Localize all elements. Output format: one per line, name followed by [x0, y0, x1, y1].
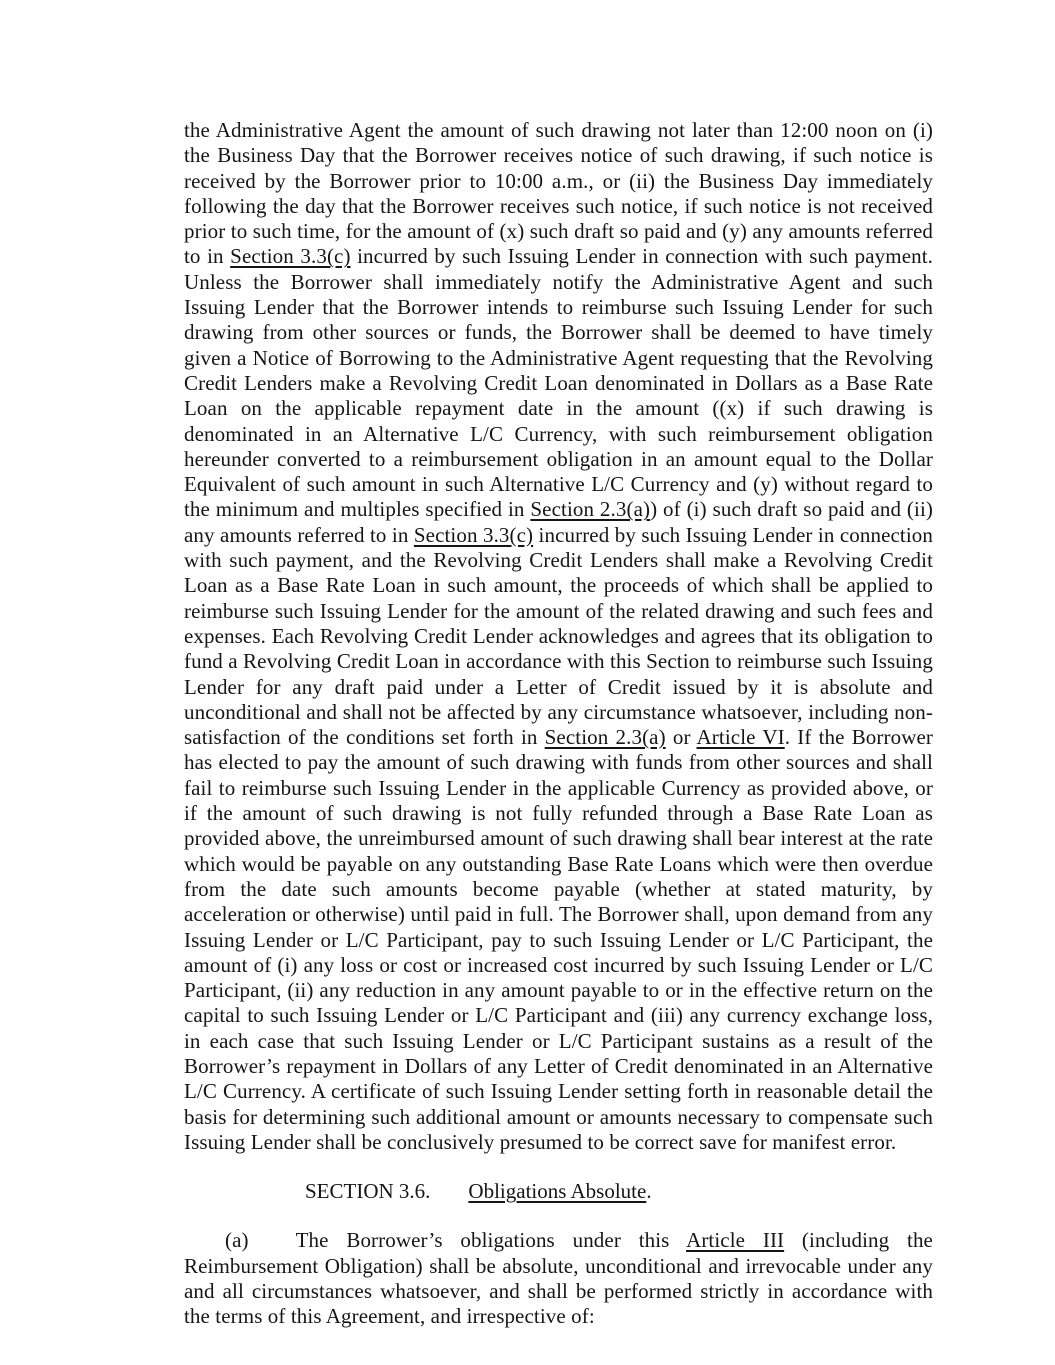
text-run: the Administrative Agent the amount of such drawing not later than 12:00 noon on (i) the Business Day that the Borrower receives notice of such drawing, if such notice is received by the Borrower prior to 10:00 a.m., or (ii) the Business Day immediately following the day that the Borrower receives such notice, if such notice is not received prior to such time, for the amount of (x) such draft so paid and (y) any amounts referred to in [184, 118, 933, 269]
text-run: The Borrower’s obligations under this [295, 1228, 687, 1253]
xref-section-3-3c: Section 3.3(c) [230, 244, 351, 269]
paragraph-continuation [184, 118, 933, 1155]
text-run: incurred by such Issuing Lender in connection with such payment, and the Revolving Credit Lenders shall make a Revolving Credit Loan as a Base Rate Loan in such amount, the proceeds of which shall be applied to reimburse such Issuing Lender for the amount of the related drawing and such fees and expenses. Each Revolving Credit Lender acknowledges and agrees that its obligation to fund a Revolving Credit Loan in accordance with this Section to reimburse such Issuing Lender for any draft paid under a Letter of Credit issued by it is absolute and unconditional and shall not be affected by any circumstance whatsoever, including non-satisfaction of the conditions set forth in [184, 522, 934, 750]
text-run: or [665, 725, 697, 750]
paragraph-a-label: (a) [225, 1228, 249, 1253]
section-heading [184, 1179, 933, 1204]
section-number: SECTION 3.6. [305, 1179, 431, 1204]
text-run: ) of (i) such draft so paid and (ii) any amounts referred to in [184, 497, 933, 547]
text-run: (including the Reimbursement Obligation) shall be absolute, unconditional and irrevocable under any and all circumstances whatsoever, and shall be performed strictly in accordance with the terms of this Agreement, and irrespective of: [184, 1228, 933, 1329]
xref-section-2-3a: Section 2.3(a) [530, 497, 651, 522]
section-title: Obligations Absolute [468, 1179, 647, 1204]
xref-section-2-3a: Section 2.3(a) [544, 725, 666, 750]
section-title-period: . [646, 1179, 652, 1204]
paragraph-a [184, 1228, 933, 1329]
xref-section-3-3c: Section 3.3(c) [413, 522, 534, 547]
xref-article-iii: Article III [686, 1228, 785, 1253]
text-run: . If the Borrower has elected to pay the amount of such drawing with funds from other sources and shall fail to reimburse such Issuing Lender in the applicable Currency as provided above, or if the amount of such drawing is not fully refunded through a Base Rate Loan as provided above, the unreimbursed amount of such drawing shall bear interest at the rate which would be payable on any outstanding Base Rate Loans which were then overdue from the date such amounts become payable (whether at stated maturity, by acceleration or otherwise) until paid in full. The Borrower shall, upon demand from any Issuing Lender or L/C Participant, pay to such Issuing Lender or L/C Participant, the amount of (i) any loss or cost or increased cost incurred by such Issuing Lender or L/C Participant, (ii) any reduction in any amount payable to or in the effective return on the capital to such Issuing Lender or L/C Participant and (iii) any currency exchange loss, in each case that such Issuing Lender or L/C Participant sustains as a result of the Borrower’s repayment in Dollars of any Letter of Credit denominated in an Alternative L/C Currency. A certificate of such Issuing Lender setting forth in reasonable detail the basis for determining such additional amount or amounts necessary to compensate such Issuing Lender shall be conclusively presumed to be correct save for manifest error. [184, 725, 933, 1154]
text-run: incurred by such Issuing Lender in connection with such payment. Unless the Borrower shall immediately notify the Administrative Agent and such Issuing Lender that the Borrower intends to reimburse such Issuing Lender for such drawing from other sources or funds, the Borrower shall be deemed to have timely given a Notice of Borrowing to the Administrative Agent requesting that the Revolving Credit Lenders make a Revolving Credit Loan denominated in Dollars as a Base Rate Loan on the applicable repayment date in the amount ((x) if such drawing is denominated in an Alternative L/C Currency, with such reimbursement obligation hereunder converted to a reimbursement obligation in an amount equal to the Dollar Equivalent of such amount in such Alternative L/C Currency and (y) without regard to the minimum and multiples specified in [184, 244, 933, 522]
xref-article-vi: Article VI [696, 725, 785, 750]
text-block [184, 118, 933, 1330]
